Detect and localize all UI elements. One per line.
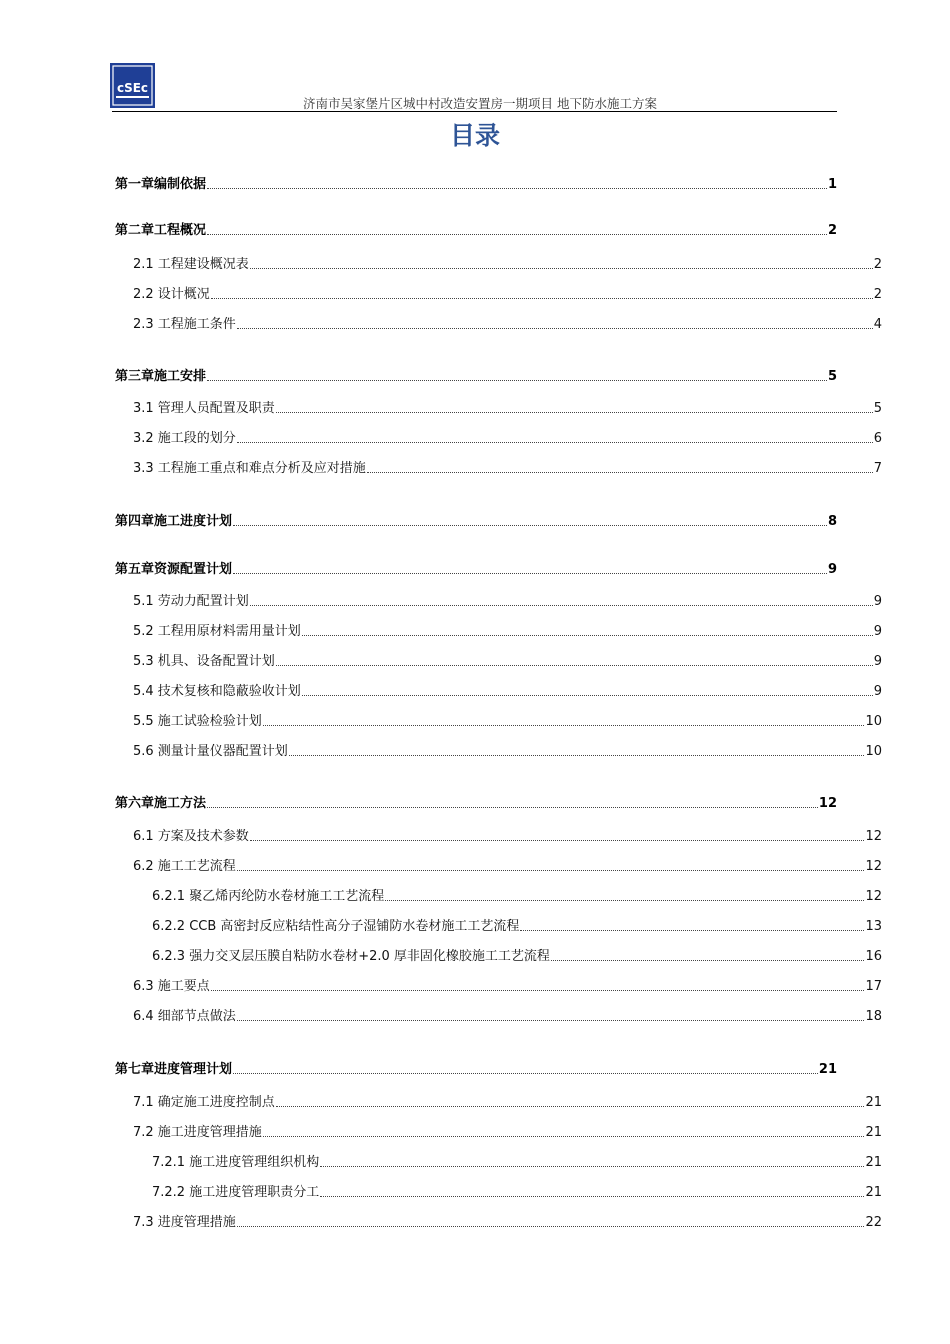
toc-page-number: 2 (873, 257, 882, 272)
toc-page-number: 21 (865, 1125, 882, 1140)
toc-entry-label: 5.4 技术复核和隐蔽验收计划 (133, 684, 301, 699)
toc-page-number: 12 (865, 829, 882, 844)
toc-dot-leader (207, 807, 818, 808)
toc-dot-leader (520, 930, 864, 931)
toc-entry-label: 6.2.2 CCB 高密封反应粘结性高分子湿铺防水卷材施工工艺流程 (152, 919, 520, 934)
toc-entry-section[interactable] (133, 461, 882, 477)
toc-page-number: 9 (873, 654, 882, 669)
toc-entry-sub[interactable] (152, 949, 882, 965)
toc-entry-label: 第六章施工方法 (115, 796, 207, 811)
toc-entry-sub[interactable] (152, 919, 882, 935)
toc-page-number: 22 (865, 1215, 882, 1230)
toc-entry-label: 5.6 测量计量仪器配置计划 (133, 744, 288, 759)
toc-page-number: 7 (873, 461, 882, 476)
toc-page-number: 21 (865, 1095, 882, 1110)
toc-entry-label: 第五章资源配置计划 (115, 562, 233, 577)
toc-page-number: 2 (873, 287, 882, 302)
toc-dot-leader (276, 412, 873, 413)
toc-page-number: 16 (865, 949, 882, 964)
toc-entry-section[interactable] (133, 714, 882, 730)
cscec-logo-icon (110, 63, 155, 108)
toc-dot-leader (302, 695, 873, 696)
toc-entry-chapter[interactable] (115, 796, 837, 812)
toc-entry-section[interactable] (133, 654, 882, 670)
toc-dot-leader (237, 1226, 865, 1227)
toc-page-number: 1 (827, 177, 837, 192)
toc-entry-label: 6.2.1 聚乙烯丙纶防水卷材施工工艺流程 (152, 889, 385, 904)
toc-page-number: 10 (865, 714, 882, 729)
toc-entry-label: 第三章施工安排 (115, 369, 207, 384)
toc-entry-section[interactable] (133, 744, 882, 760)
toc-entry-label: 3.2 施工段的划分 (133, 431, 236, 446)
toc-entry-label: 7.2 施工进度管理措施 (133, 1125, 262, 1140)
toc-page-number: 13 (865, 919, 882, 934)
toc-entry-section[interactable] (133, 1095, 882, 1111)
toc-entry-label: 7.2.2 施工进度管理职责分工 (152, 1185, 320, 1200)
toc-dot-leader (250, 605, 873, 606)
toc-entry-label: 第二章工程概况 (115, 223, 207, 238)
toc-entry-section[interactable] (133, 287, 882, 303)
toc-dot-leader (237, 328, 873, 329)
toc-dot-leader (233, 1073, 818, 1074)
toc-entry-label: 6.1 方案及技术参数 (133, 829, 249, 844)
toc-page-number: 2 (827, 223, 837, 238)
toc-page-number: 8 (827, 514, 837, 529)
toc-entry-label: 第七章进度管理计划 (115, 1062, 233, 1077)
toc-page-number: 9 (873, 624, 882, 639)
toc-entry-label: 7.1 确定施工进度控制点 (133, 1095, 275, 1110)
toc-dot-leader (237, 1020, 865, 1021)
toc-entry-section[interactable] (133, 1215, 882, 1231)
toc-dot-leader (250, 840, 865, 841)
toc-entry-chapter[interactable] (115, 177, 837, 193)
toc-entry-section[interactable] (133, 317, 882, 333)
toc-dot-leader (263, 1136, 865, 1137)
toc-entry-label: 7.2.1 施工进度管理组织机构 (152, 1155, 320, 1170)
toc-entry-label: 5.2 工程用原材料需用量计划 (133, 624, 301, 639)
toc-dot-leader (211, 990, 865, 991)
toc-entry-label: 5.3 机具、设备配置计划 (133, 654, 275, 669)
toc-dot-leader (276, 1106, 865, 1107)
toc-entry-label: 2.3 工程施工条件 (133, 317, 236, 332)
toc-entry-label: 6.4 细部节点做法 (133, 1009, 236, 1024)
toc-dot-leader (367, 472, 873, 473)
toc-dot-leader (276, 665, 873, 666)
toc-dot-leader (385, 900, 864, 901)
toc-entry-sub[interactable] (152, 1185, 882, 1201)
toc-entry-label: 7.3 进度管理措施 (133, 1215, 236, 1230)
toc-entry-section[interactable] (133, 859, 882, 875)
toc-entry-chapter[interactable] (115, 514, 837, 530)
toc-entry-section[interactable] (133, 684, 882, 700)
toc-page-number: 9 (873, 594, 882, 609)
toc-entry-chapter[interactable] (115, 223, 837, 239)
toc-entry-section[interactable] (133, 829, 882, 845)
toc-page-number: 5 (827, 369, 837, 384)
toc-entry-section[interactable] (133, 401, 882, 417)
toc-entry-label: 2.1 工程建设概况表 (133, 257, 249, 272)
toc-page-number: 12 (865, 859, 882, 874)
toc-page-number: 21 (865, 1185, 882, 1200)
toc-entry-section[interactable] (133, 1125, 882, 1141)
toc-dot-leader (233, 525, 827, 526)
toc-entry-label: 2.2 设计概况 (133, 287, 210, 302)
toc-entry-label: 5.5 施工试验检验计划 (133, 714, 262, 729)
toc-dot-leader (211, 298, 873, 299)
toc-page-number: 9 (873, 684, 882, 699)
toc-entry-label: 3.1 管理人员配置及职责 (133, 401, 275, 416)
toc-page-number: 21 (818, 1062, 837, 1077)
toc-page-number: 17 (865, 979, 882, 994)
toc-page-number: 6 (873, 431, 882, 446)
toc-page-number: 18 (865, 1009, 882, 1024)
toc-entry-chapter[interactable] (115, 1062, 837, 1078)
toc-dot-leader (320, 1166, 864, 1167)
toc-dot-leader (263, 725, 865, 726)
toc-dot-leader (250, 268, 873, 269)
toc-dot-leader (551, 960, 865, 961)
svg-text:cSEc: cSEc (116, 81, 149, 95)
toc-entry-chapter[interactable] (115, 369, 837, 385)
toc-entry-chapter[interactable] (115, 562, 837, 578)
toc-page-number: 4 (873, 317, 882, 332)
toc-dot-leader (233, 573, 827, 574)
toc-dot-leader (237, 442, 873, 443)
toc-entry-section[interactable] (133, 431, 882, 447)
toc-entry-section[interactable] (133, 979, 882, 995)
toc-entry-label: 6.3 施工要点 (133, 979, 210, 994)
toc-dot-leader (320, 1196, 864, 1197)
toc-entry-label: 6.2 施工工艺流程 (133, 859, 236, 874)
header-divider (112, 111, 837, 112)
toc-dot-leader (207, 380, 827, 381)
toc-dot-leader (237, 870, 865, 871)
toc-dot-leader (302, 635, 873, 636)
toc-entry-label: 第四章施工进度计划 (115, 514, 233, 529)
toc-dot-leader (289, 755, 865, 756)
toc-page-number: 10 (865, 744, 882, 759)
toc-entry-sub[interactable] (152, 889, 882, 905)
toc-entry-section[interactable] (133, 624, 882, 640)
toc-dot-leader (207, 188, 827, 189)
toc-page-number: 12 (865, 889, 882, 904)
toc-entry-label: 3.3 工程施工重点和难点分析及应对措施 (133, 461, 366, 476)
toc-entry-section[interactable] (133, 1009, 882, 1025)
toc-page-number: 5 (873, 401, 882, 416)
page-title: 目录 (449, 121, 500, 150)
toc-page-number: 12 (818, 796, 837, 811)
toc-entry-label: 第一章编制依据 (115, 177, 207, 192)
toc-entry-sub[interactable] (152, 1155, 882, 1171)
toc-entry-section[interactable] (133, 257, 882, 273)
toc-page-number: 21 (865, 1155, 882, 1170)
toc-entry-label: 6.2.3 强力交叉层压膜自粘防水卷材+2.0 厚非固化橡胶施工工艺流程 (152, 949, 550, 964)
header-title: 济南市吴家堡片区城中村改造安置房一期项目 地下防水施工方案 (303, 96, 657, 111)
toc-page-number: 9 (827, 562, 837, 577)
toc-entry-section[interactable] (133, 594, 882, 610)
toc-dot-leader (207, 234, 827, 235)
toc-entry-label: 5.1 劳动力配置计划 (133, 594, 249, 609)
